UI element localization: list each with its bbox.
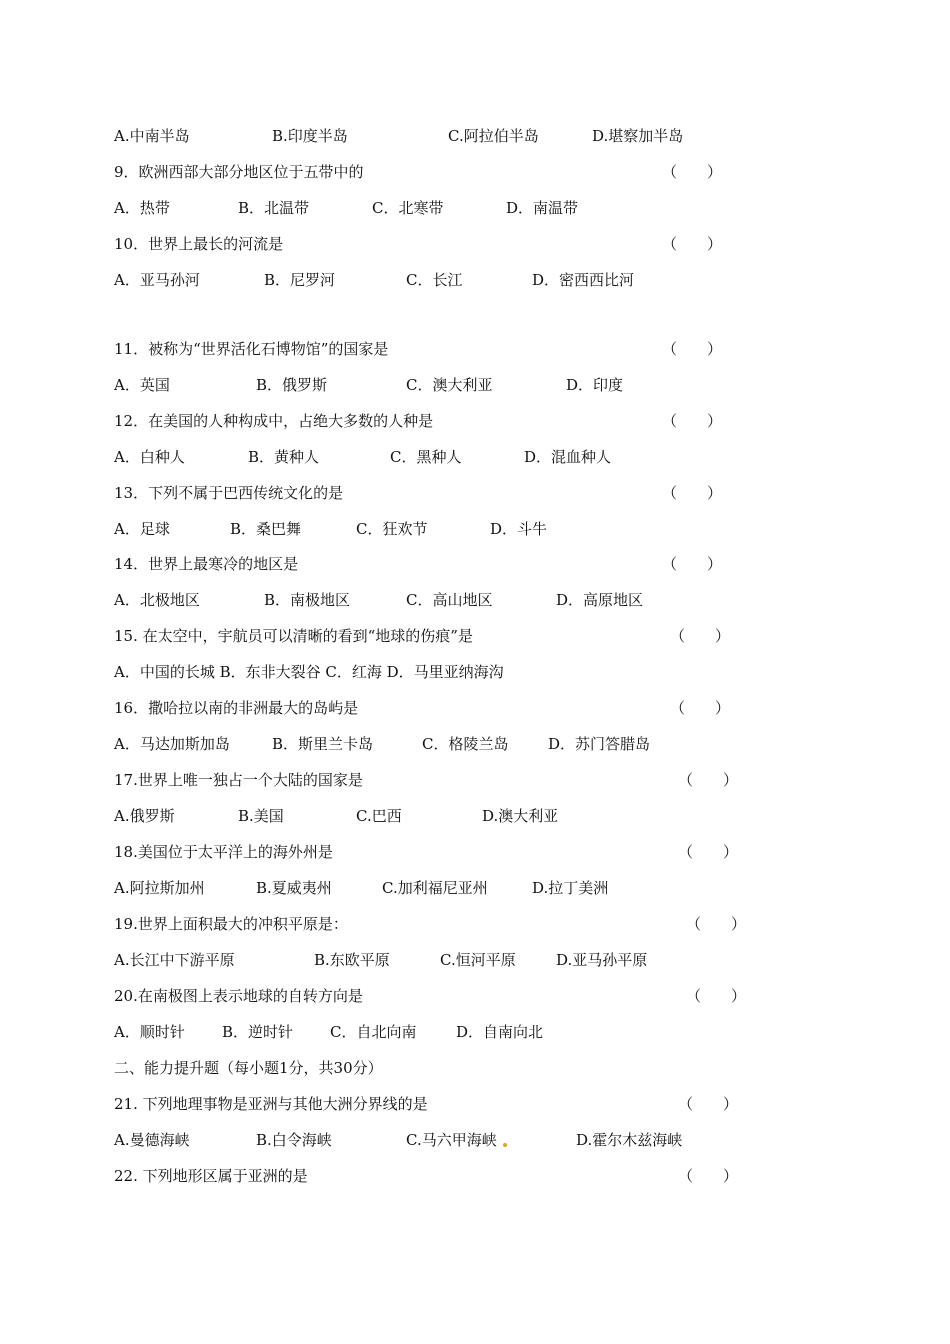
q15-stem: 15. 在太空中，宇航员可以清晰的看到“地球的伤痕”是	[114, 627, 473, 645]
q20-option-b[interactable]: B．逆时针	[222, 1023, 294, 1041]
q8-option-c[interactable]: C.阿拉伯半岛	[448, 127, 539, 145]
q9-stem: 9．欧洲西部大部分地区位于五带中的	[114, 163, 364, 181]
q11-option-a[interactable]: A．英国	[114, 376, 170, 394]
section-2-title: 二、能力提升题（每小题1分，共30分）	[114, 1059, 383, 1077]
q19-option-b[interactable]: B.东欧平原	[314, 951, 390, 969]
q17-answer-blank[interactable]: （ ）	[678, 771, 739, 789]
q18-answer-blank[interactable]: （ ）	[678, 843, 739, 861]
q16-option-c[interactable]: C．格陵兰岛	[422, 735, 509, 753]
q20-stem: 20.在南极图上表示地球的自转方向是	[114, 987, 363, 1005]
q16-stem: 16．撒哈拉以南的非洲最大的岛屿是	[114, 699, 359, 717]
q20-option-d[interactable]: D．自南向北	[456, 1023, 544, 1041]
q13-option-d[interactable]: D．斗牛	[490, 520, 548, 538]
q20-option-a[interactable]: A．顺时针	[114, 1023, 185, 1041]
q8-option-a[interactable]: A.中南半岛	[114, 127, 190, 145]
q21-stem: 21. 下列地理事物是亚洲与其他大洲分界线的是	[114, 1095, 428, 1113]
q11-option-c[interactable]: C．澳大利亚	[406, 376, 493, 394]
q10-option-a[interactable]: A．亚马孙河	[114, 271, 200, 289]
q18-stem: 18.美国位于太平洋上的海外州是	[114, 843, 333, 861]
q12-stem: 12．在美国的人种构成中，占绝大多数的人种是	[114, 412, 434, 430]
q20-answer-blank[interactable]: （ ）	[686, 987, 747, 1005]
q19-option-d[interactable]: D.亚马孙平原	[556, 951, 648, 969]
q9-option-c[interactable]: C．北寒带	[372, 199, 444, 217]
q9-option-a[interactable]: A．热带	[114, 199, 170, 217]
q11-stem: 11．被称为“世界活化石博物馆”的国家是	[114, 340, 389, 358]
q22-stem: 22. 下列地形区属于亚洲的是	[114, 1167, 308, 1185]
q19-option-c[interactable]: C.恒河平原	[440, 951, 516, 969]
q17-option-c[interactable]: C.巴西	[356, 807, 402, 825]
q21-option-c-text: C.马六甲海峡	[406, 1131, 497, 1149]
q8-option-d[interactable]: D.堪察加半岛	[592, 127, 684, 145]
q19-option-a[interactable]: A.长江中下游平原	[114, 951, 235, 969]
q17-option-d[interactable]: D.澳大利亚	[482, 807, 559, 825]
q13-option-a[interactable]: A．足球	[114, 520, 170, 538]
q16-option-a[interactable]: A．马达加斯加岛	[114, 735, 230, 753]
q12-option-c[interactable]: C．黑种人	[390, 448, 462, 466]
q22-answer-blank[interactable]: （ ）	[678, 1167, 739, 1185]
q14-option-b[interactable]: B．南极地区	[264, 591, 351, 609]
q11-answer-blank[interactable]: （ ）	[662, 340, 723, 358]
q16-answer-blank[interactable]: （ ）	[670, 699, 731, 717]
q10-option-d[interactable]: D．密西西比河	[532, 271, 635, 289]
q10-stem: 10．世界上最长的河流是	[114, 235, 284, 253]
q12-option-a[interactable]: A．白种人	[114, 448, 185, 466]
q16-option-b[interactable]: B．斯里兰卡岛	[272, 735, 374, 753]
q9-option-b[interactable]: B．北温带	[238, 199, 310, 217]
q13-stem: 13．下列不属于巴西传统文化的是	[114, 484, 344, 502]
q17-option-b[interactable]: B.美国	[238, 807, 284, 825]
stray-dot-mark	[503, 1143, 507, 1147]
q12-option-d[interactable]: D．混血种人	[524, 448, 612, 466]
q13-answer-blank[interactable]: （ ）	[662, 484, 723, 502]
q12-answer-blank[interactable]: （ ）	[662, 412, 723, 430]
q8-option-b[interactable]: B.印度半岛	[272, 127, 348, 145]
q21-option-b[interactable]: B.白令海峡	[256, 1131, 332, 1149]
q13-option-c[interactable]: C．狂欢节	[356, 520, 428, 538]
q17-stem: 17.世界上唯一独占一个大陆的国家是	[114, 771, 363, 789]
q14-option-a[interactable]: A．北极地区	[114, 591, 200, 609]
q14-answer-blank[interactable]: （ ）	[662, 555, 723, 573]
q19-stem: 19.世界上面积最大的冲积平原是：	[114, 915, 348, 933]
q21-option-a[interactable]: A.曼德海峡	[114, 1131, 190, 1149]
q10-answer-blank[interactable]: （ ）	[662, 235, 723, 253]
q17-option-a[interactable]: A.俄罗斯	[114, 807, 175, 825]
q9-option-d[interactable]: D．南温带	[506, 199, 579, 217]
q21-option-c[interactable]	[406, 1128, 507, 1152]
q18-option-c[interactable]: C.加利福尼亚州	[382, 879, 488, 897]
q18-option-b[interactable]: B.夏威夷州	[256, 879, 332, 897]
q15-answer-blank[interactable]: （ ）	[670, 627, 731, 645]
q9-answer-blank[interactable]: （ ）	[662, 163, 723, 181]
q18-option-a[interactable]: A.阿拉斯加州	[114, 879, 205, 897]
q10-option-b[interactable]: B．尼罗河	[264, 271, 336, 289]
q19-answer-blank[interactable]: （ ）	[686, 915, 747, 933]
q18-option-d[interactable]: D.拉丁美洲	[532, 879, 609, 897]
q10-option-c[interactable]: C．长江	[406, 271, 463, 289]
q21-option-d[interactable]: D.霍尔木兹海峡	[576, 1131, 683, 1149]
q21-answer-blank[interactable]: （ ）	[678, 1095, 739, 1113]
q13-option-b[interactable]: B．桑巴舞	[230, 520, 302, 538]
q15-options-text[interactable]: A．中国的长城 B．东非大裂谷 C．红海 D．马里亚纳海沟	[114, 663, 504, 681]
q11-option-b[interactable]: B．俄罗斯	[256, 376, 328, 394]
q20-option-c[interactable]: C．自北向南	[330, 1023, 417, 1041]
q14-option-c[interactable]: C．高山地区	[406, 591, 493, 609]
q11-option-d[interactable]: D．印度	[566, 376, 624, 394]
q12-option-b[interactable]: B．黄种人	[248, 448, 320, 466]
q16-option-d[interactable]: D．苏门答腊岛	[548, 735, 651, 753]
q14-stem: 14．世界上最寒冷的地区是	[114, 555, 299, 573]
q14-option-d[interactable]: D．高原地区	[556, 591, 644, 609]
